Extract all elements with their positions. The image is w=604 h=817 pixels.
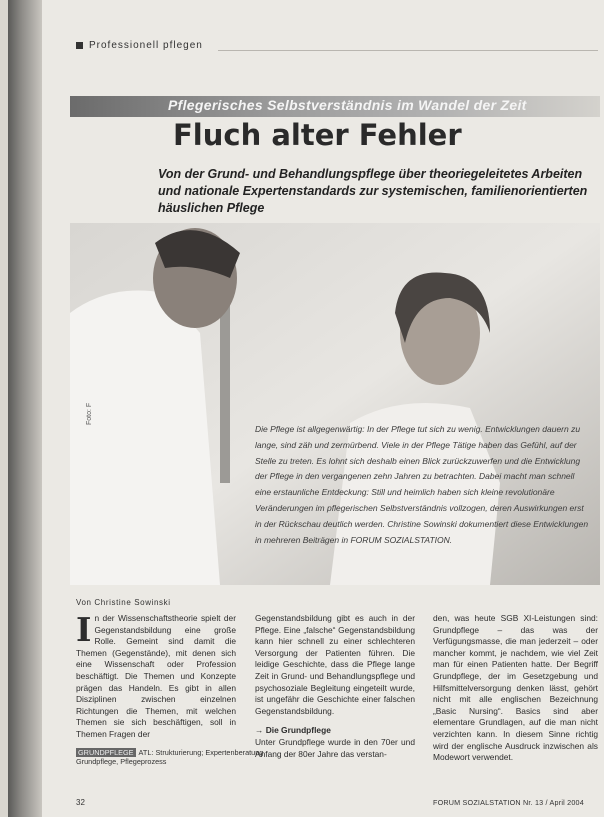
article-title: Fluch alter Fehler xyxy=(173,118,462,152)
note-text: ATL: Strukturierung; Expertenberatung Grundpflege, Pflegeprozess xyxy=(76,748,264,766)
text-column-1 xyxy=(76,610,236,741)
journal-footer: FORUM SOZIALSTATION Nr. 13 / April 2004 xyxy=(433,798,584,807)
column-2-text-continued: Unter Grundpflege wurde in den 70er und Anfang der 80er Jahre das verstan- xyxy=(255,736,415,759)
photo-caption: Die Pflege ist allgegenwärtig: In der Pflege tut sich zu wenig. Entwicklungen dauern zu lange, sind zäh und zermürbend. Viele in der Pflege Tätige haben das Gefühl, auf der Stelle zu treten. Es lohnt sich deshalb einen Blick zurückzuwerfen und die Entwicklung der Pflege in den vergangenen zehn Jahren zu betrachten. Dabei macht man schnell eine erstaunliche Entdeckung: Still und heimlich haben sich kleine revolutionäre Veränderungen im pflegerischen Selbstverständnis vollzogen, deren Auswirkungen erst in der Rückschau deutlich werden. Christine Sowinski dokumentiert diese Entwicklungen in mehreren Beiträgen in FORUM SOZIALSTATION. xyxy=(255,424,589,545)
column-2-subhead: → Die Grundpflege xyxy=(255,725,331,736)
section-label: Professionell pflegen xyxy=(89,40,203,51)
page-number: 32 xyxy=(76,798,85,807)
article-subtitle: Von der Grund- und Behandlungspflege über theoriegeleitetes Arbeiten und nationale Expertenstandards zur systemischen, familienorientierten häuslichen Pflege xyxy=(158,167,588,215)
magazine-page xyxy=(8,0,604,817)
note-tag: GRUNDPFLEGE xyxy=(78,748,134,757)
byline: Von Christine Sowinski xyxy=(76,598,171,607)
margin-note xyxy=(76,748,276,766)
binding-spine-shadow xyxy=(8,0,42,817)
text-column-2 xyxy=(255,613,415,760)
header-rule xyxy=(218,50,598,51)
section-header xyxy=(76,40,203,51)
text-column-3 xyxy=(433,613,598,764)
drop-cap: I xyxy=(76,610,92,649)
section-square-icon xyxy=(76,42,83,49)
article-kicker: Pflegerisches Selbstverständnis im Wandel der Zeit xyxy=(168,97,527,113)
column-3-text: den, was heute SGB XI-Leistungen sind: Grundpflege – das was der Verfügungsmasse, die man jederzeit – oder mancher kommt, je nachdem, wie viel Zeit man für einen Patienten hatte. Der Begriff Grundpflege, der im Gesetzgebung und Hilfsmittelversorgung denken lässt, gehört nicht mit alle englischen Bezeichnung „Basic Nursing“. Basics sind aber elementare Grundlagen, auf die man nicht verzichten kann. In diesem Sinne richtig wird der englische Ausdruck inzwischen als Modewort verwendet. xyxy=(433,613,598,763)
column-1-text: n der Wissenschaftstheorie spielt der Gegenstandsbildung eine große Rolle. Gemeint sind damit die Themen (Gegenstände), mit denen sich eine Wissenschaft oder Profession beschäftigt. Die Themen und Konzepte prägen das Handeln. Es gibt in allen Disziplinen zwischen einzelnen Richtungen die Themen, mit welchen Themen sie sich beschäftigen, soll in Themen Fragen der xyxy=(76,613,236,739)
column-2-text: Gegenstandsbildung gibt es auch in der Pflege. Eine „falsche“ Gegenstandsbildung kann hier schnell zu einer schlechteren Versorgung der Patienten führen. Die leidige Geschichte, dass die Pflege lange Zeit in Grund- und Behandlungspflege und psychosoziale Begleitung eingeteilt wurde, ist ungefähr die Geschichte einer falschen Gegenstandsbildung. xyxy=(255,613,415,716)
kicker-ribbon xyxy=(70,96,600,117)
photo-credit: Foto: F xyxy=(86,402,93,425)
